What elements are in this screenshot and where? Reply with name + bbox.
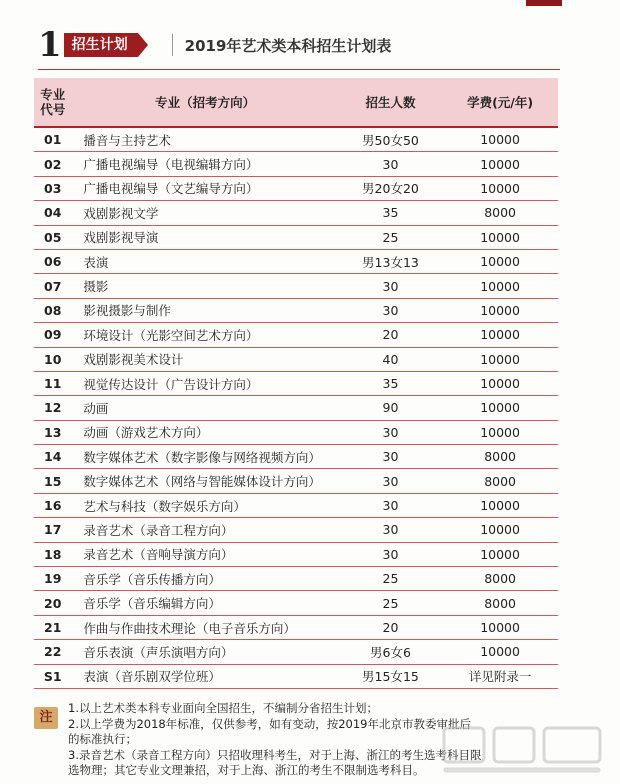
major-code: 18 <box>34 542 71 566</box>
major-name: 艺术与科技（数字娱乐方向） <box>71 493 338 517</box>
enrollment-quota: 30 <box>339 298 442 322</box>
major-code: 17 <box>34 518 71 542</box>
note-badge: 注 <box>34 707 58 729</box>
enrollment-quota: 30 <box>339 274 442 298</box>
major-code: 01 <box>34 127 71 152</box>
table-row <box>34 567 558 591</box>
header-quota: 招生人数 <box>339 78 442 127</box>
enrollment-quota: 30 <box>339 152 442 176</box>
header-fee: 学费(元/年) <box>442 78 558 127</box>
section-tag: 招生计划 <box>64 33 138 57</box>
note-line: 选物理；其它专业文理兼招，对于上海、浙江的考生不限制选考科目。 <box>68 763 425 777</box>
tuition-fee: 8000 <box>442 591 558 615</box>
major-code: 12 <box>34 396 71 420</box>
major-code: 21 <box>34 615 71 639</box>
major-name: 摄影 <box>71 274 338 298</box>
major-code: 20 <box>34 591 71 615</box>
tuition-fee: 8000 <box>442 201 558 225</box>
major-name: 录音艺术（音响导演方向） <box>71 542 338 566</box>
major-name: 录音艺术（录音工程方向） <box>71 518 338 542</box>
major-code: 05 <box>34 225 71 249</box>
major-code: 16 <box>34 493 71 517</box>
major-code: 22 <box>34 640 71 664</box>
major-code: 02 <box>34 152 71 176</box>
section-number: 1 <box>38 25 62 65</box>
tuition-fee: 10000 <box>442 323 558 347</box>
enrollment-quota: 20 <box>339 323 442 347</box>
enrollment-plan-table <box>34 78 558 689</box>
major-name: 表演（音乐剧双学位班） <box>71 664 338 688</box>
table-row <box>34 469 558 493</box>
major-code: 08 <box>34 298 71 322</box>
major-code: 19 <box>34 567 71 591</box>
note-line: 1.以上艺术类本科专业面向全国招生，不编制分省招生计划； <box>68 701 378 715</box>
table-row <box>34 347 558 371</box>
major-name: 广播电视编导（文艺编导方向） <box>71 176 338 200</box>
header-code-label: 专业 代号 <box>40 87 66 117</box>
enrollment-quota: 35 <box>339 201 442 225</box>
major-name: 音乐表演（声乐演唱方向） <box>71 640 338 664</box>
major-name: 视觉传达设计（广告设计方向） <box>71 371 338 395</box>
enrollment-quota: 90 <box>339 396 442 420</box>
watermark-logo <box>438 720 608 778</box>
major-code: 04 <box>34 201 71 225</box>
table-row <box>34 249 558 273</box>
major-name: 广播电视编导（电视编辑方向） <box>71 152 338 176</box>
table-row <box>34 420 558 444</box>
enrollment-quota: 男50女50 <box>339 127 442 152</box>
tuition-fee: 10000 <box>442 396 558 420</box>
major-code: 03 <box>34 176 71 200</box>
major-name: 环境设计（光影空间艺术方向） <box>71 323 338 347</box>
tuition-fee: 10000 <box>442 274 558 298</box>
table-row <box>34 396 558 420</box>
table-row <box>34 201 558 225</box>
tuition-fee: 10000 <box>442 347 558 371</box>
tuition-fee: 10000 <box>442 640 558 664</box>
page-title: 2019年艺术类本科招生计划表 <box>184 36 392 55</box>
enrollment-quota: 30 <box>339 542 442 566</box>
enrollment-quota: 男6女6 <box>339 640 442 664</box>
enrollment-quota: 30 <box>339 518 442 542</box>
header-major: 专业（招考方向） <box>71 78 338 127</box>
tuition-fee: 10000 <box>442 152 558 176</box>
header-divider <box>172 34 173 56</box>
tuition-fee: 详见附录一 <box>442 664 558 688</box>
enrollment-quota: 35 <box>339 371 442 395</box>
tuition-fee: 10000 <box>442 225 558 249</box>
tuition-fee: 10000 <box>442 249 558 273</box>
major-code: 13 <box>34 420 71 444</box>
tuition-fee: 10000 <box>442 176 558 200</box>
table-row <box>34 225 558 249</box>
table-row <box>34 664 558 688</box>
enrollment-quota: 30 <box>339 445 442 469</box>
enrollment-quota: 30 <box>339 469 442 493</box>
table-row <box>34 371 558 395</box>
note-line: 的标准执行； <box>68 732 137 746</box>
major-name: 动画（游戏艺术方向） <box>71 420 338 444</box>
table-row <box>34 518 558 542</box>
major-name: 音乐学（音乐传播方向） <box>71 567 338 591</box>
table-header-row <box>34 78 558 127</box>
table-row <box>34 127 558 152</box>
tuition-fee: 10000 <box>442 493 558 517</box>
major-name: 数字媒体艺术（数字影像与网络视频方向） <box>71 445 338 469</box>
tuition-fee: 10000 <box>442 615 558 639</box>
major-name: 戏剧影视导演 <box>71 225 338 249</box>
table-row <box>34 640 558 664</box>
corner-accent <box>526 0 562 6</box>
table-row <box>34 445 558 469</box>
major-name: 戏剧影视文学 <box>71 201 338 225</box>
note-line: 2.以上学费为2018年标准，仅供参考，如有变动，按2019年北京市教委审批后 <box>68 716 472 731</box>
table-row <box>34 615 558 639</box>
enrollment-quota: 30 <box>339 493 442 517</box>
enrollment-quota: 25 <box>339 567 442 591</box>
enrollment-quota: 25 <box>339 225 442 249</box>
major-name: 戏剧影视美术设计 <box>71 347 338 371</box>
tuition-fee: 10000 <box>442 127 558 152</box>
tuition-fee: 10000 <box>442 371 558 395</box>
enrollment-quota: 30 <box>339 420 442 444</box>
tuition-fee: 8000 <box>442 469 558 493</box>
major-name: 作曲与作曲技术理论（电子音乐方向） <box>71 615 338 639</box>
header-rule <box>38 69 560 70</box>
tuition-fee: 10000 <box>442 298 558 322</box>
enrollment-quota: 男20女20 <box>339 176 442 200</box>
table-row <box>34 323 558 347</box>
note-line: 3.录音艺术（录音工程方向）只招收理科考生，对于上海、浙江的考生选考科目限 <box>68 747 482 762</box>
enrollment-quota: 男15女15 <box>339 664 442 688</box>
major-name: 播音与主持艺术 <box>71 127 338 152</box>
table-row <box>34 152 558 176</box>
table-row <box>34 542 558 566</box>
major-code: 10 <box>34 347 71 371</box>
major-name: 表演 <box>71 249 338 273</box>
major-code: 07 <box>34 274 71 298</box>
table-row <box>34 493 558 517</box>
major-name: 影视摄影与制作 <box>71 298 338 322</box>
table-row <box>34 591 558 615</box>
enrollment-quota: 25 <box>339 591 442 615</box>
tuition-fee: 8000 <box>442 567 558 591</box>
table-row <box>34 176 558 200</box>
enrollment-quota: 40 <box>339 347 442 371</box>
table-row <box>34 298 558 322</box>
enrollment-quota: 20 <box>339 615 442 639</box>
major-name: 动画 <box>71 396 338 420</box>
major-code: 11 <box>34 371 71 395</box>
section-header <box>38 25 392 65</box>
major-code: 15 <box>34 469 71 493</box>
major-code: 09 <box>34 323 71 347</box>
header-code <box>34 78 71 127</box>
table-row <box>34 274 558 298</box>
major-code: 14 <box>34 445 71 469</box>
major-code: 06 <box>34 249 71 273</box>
tuition-fee: 10000 <box>442 420 558 444</box>
major-name: 数字媒体艺术（网络与智能媒体设计方向） <box>71 469 338 493</box>
top-accent-bar <box>0 0 620 8</box>
tuition-fee: 10000 <box>442 518 558 542</box>
enrollment-quota: 男13女13 <box>339 249 442 273</box>
major-name: 音乐学（音乐编辑方向） <box>71 591 338 615</box>
tuition-fee: 8000 <box>442 445 558 469</box>
tuition-fee: 10000 <box>442 542 558 566</box>
major-code: S1 <box>34 664 71 688</box>
